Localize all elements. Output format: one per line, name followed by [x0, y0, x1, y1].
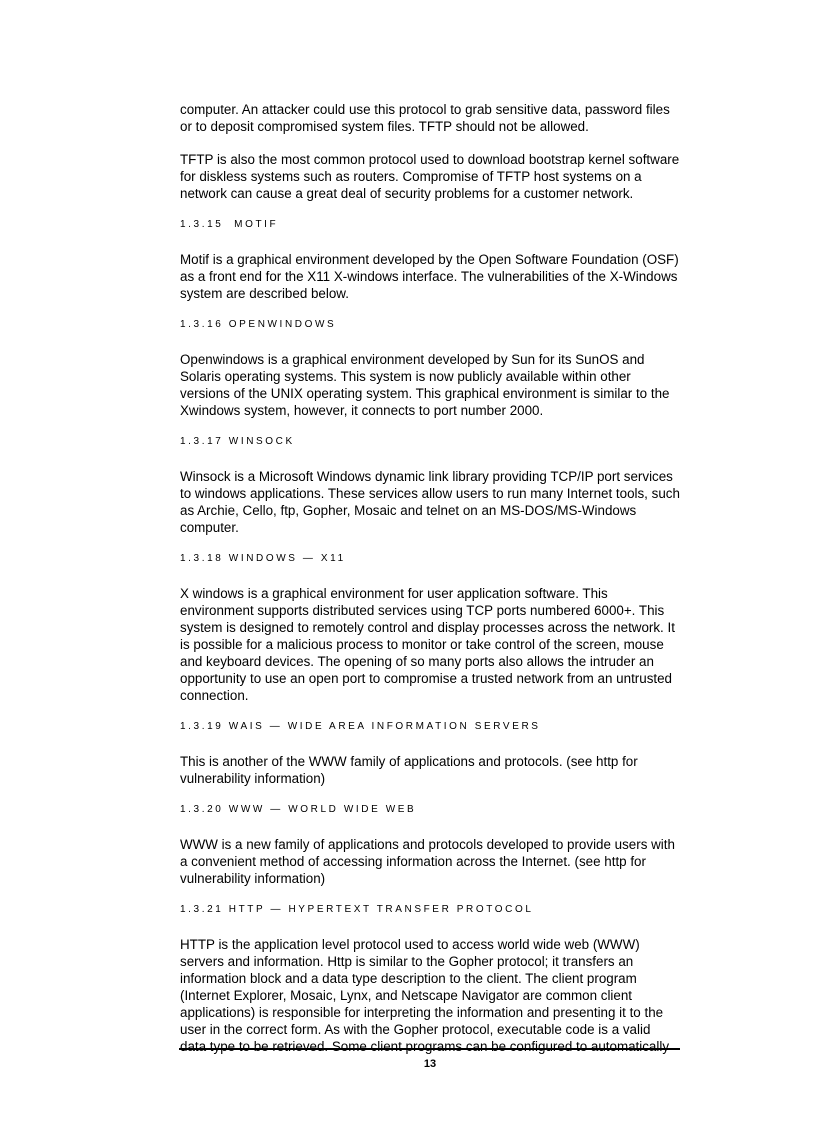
section-heading-wais: 1.3.19 WAIS — WIDE AREA INFORMATION SERVERS — [180, 721, 541, 732]
footer-rule — [179, 1048, 680, 1050]
paragraph-www: WWW is a new family of applications and protocols developed to provide users with a convenient method of accessing information across the Internet. (see http for vulnerability information) — [180, 837, 675, 886]
paragraph-openwindows: Openwindows is a graphical environment developed by Sun for its SunOS and Solaris operating systems. This system is now publicly available within other versions of the UNIX operating system. This graphical environment is similar to the Xwindows system, however, it connects to port number 2000. — [180, 352, 670, 418]
section-heading-www: 1.3.20 WWW — WORLD WIDE WEB — [180, 804, 417, 815]
document-body — [180, 101, 680, 1071]
section-heading-http: 1.3.21 HTTP — HYPERTEXT TRANSFER PROTOCOL — [180, 904, 534, 915]
section-heading-windows-x11: 1.3.18 WINDOWS — X11 — [180, 553, 346, 564]
section-heading-winsock: 1.3.17 WINSOCK — [180, 436, 295, 447]
page-number: 13 — [423, 1058, 437, 1070]
paragraph-motif: Motif is a graphical environment developed by the Open Software Foundation (OSF) as a front end for the X11 X-windows interface. The vulnerabilities of the X-Windows system are described below. — [180, 252, 679, 301]
paragraph-tftp-bootstrap: TFTP is also the most common protocol used to download bootstrap kernel software for diskless systems such as routers. Compromise of TFTP host systems on a network can cause a great deal of security problems for a customer network. — [180, 152, 680, 201]
paragraph-winsock: Winsock is a Microsoft Windows dynamic link library providing TCP/IP port services to windows applications. These services allow users to run many Internet tools, such as Archie, Cello, ftp, Gopher, Mosaic and telnet on an MS-DOS/MS-Windows computer. — [180, 469, 680, 535]
paragraph-wais: This is another of the WWW family of applications and protocols. (see http for vulnerability information) — [180, 754, 638, 786]
section-heading-openwindows: 1.3.16 OPENWINDOWS — [180, 319, 337, 330]
paragraph-http: HTTP is the application level protocol used to access world wide web (WWW) servers and information. Http is similar to the Gopher protocol; it transfers an information block and a data type description to the client. The client program (Internet Explorer, Mosaic, Lynx, and Netscape Navigator are common client applications) is responsible for interpreting the information and presenting it to the user in the correct form. As with the Gopher protocol, executable code is a valid data type to be retrieved. Some client programs can be configured to automatically — [180, 937, 670, 1054]
section-heading-motif: 1.3.15 MOTIF — [180, 219, 279, 230]
paragraph-tftp-attacker: computer. An attacker could use this protocol to grab sensitive data, password files or to deposit compromised system files. TFTP should not be allowed. — [180, 102, 670, 134]
paragraph-windows-x11: X windows is a graphical environment for user application software. This environment supports distributed services using TCP ports numbered 6000+. This system is designed to remotely control and display processes across the network. It is possible for a malicious process to monitor or take control of the screen, mouse and keyboard devices. The opening of so many ports also allows the intruder an opportunity to use an open port to compromise a trusted network from an untrusted connection. — [180, 586, 675, 703]
